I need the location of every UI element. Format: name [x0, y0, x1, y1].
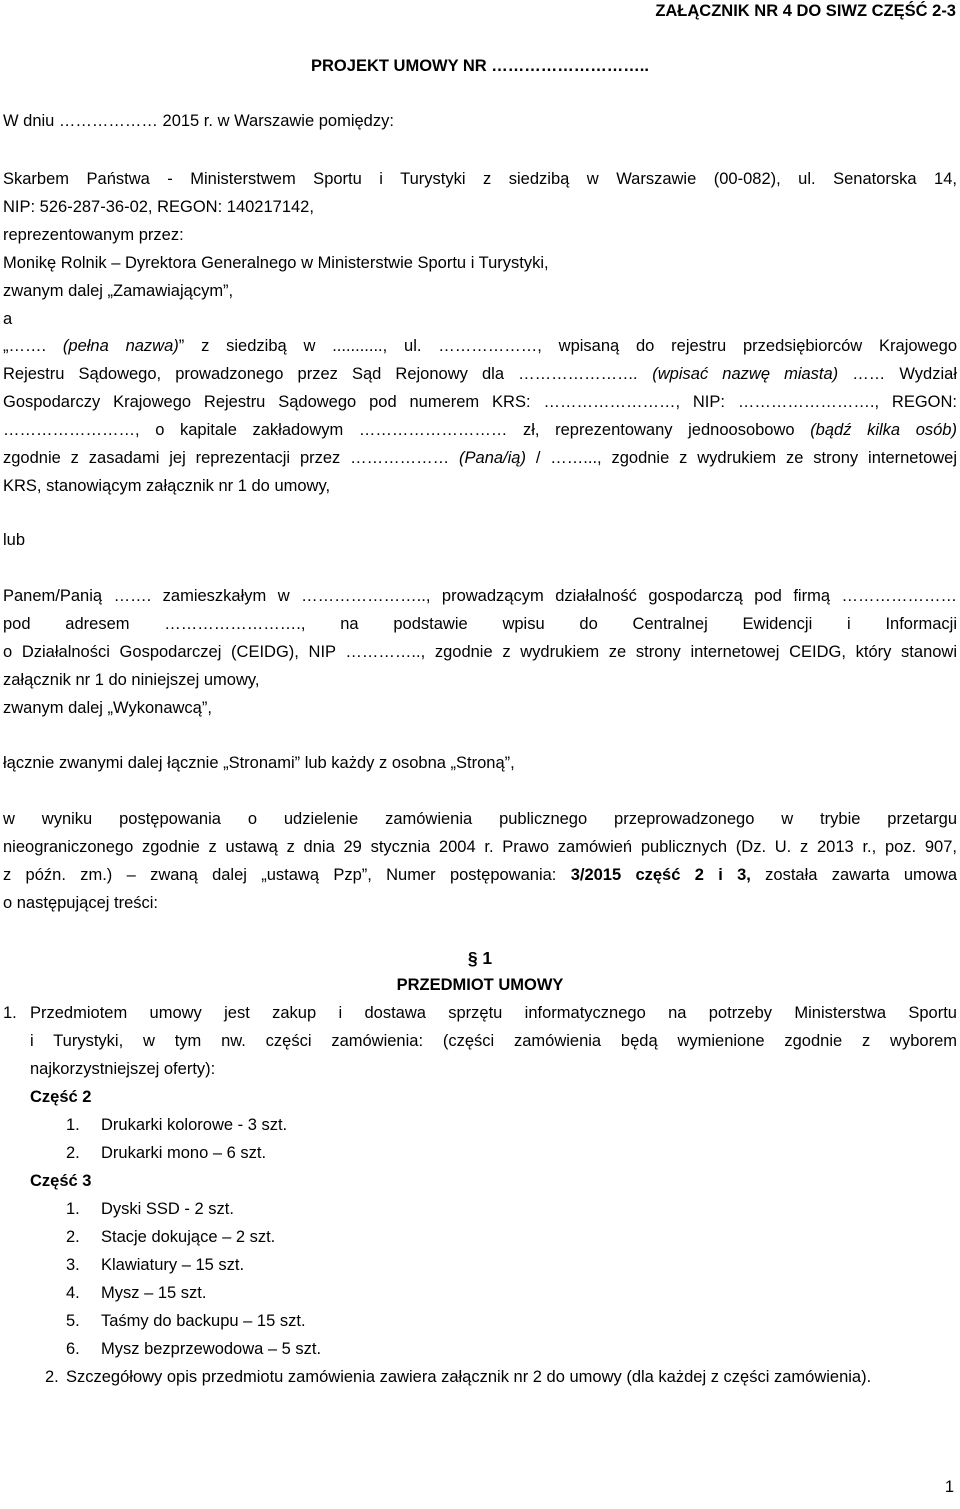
point1-number: 1. [3, 1004, 17, 1022]
procedure-line2: nieograniczonego zgodnie z ustawą z dnia 29 stycznia 2004 r. Prawo zamówień publicznych (Dz. U. z 2013 r., poz. 907, [3, 838, 957, 856]
lub-separator: lub [3, 531, 26, 549]
party2-l4a: ……………………, o kapitale zakładowym ……………………… zł, reprezentowany jednoosobowo [3, 421, 811, 439]
party2-line3: Gospodarczy Krajowego Rejestru Sądowego pod numerem KRS: ……………………, NIP: ……………………., REGON: [3, 393, 957, 411]
part3-item-number: 5. [66, 1312, 80, 1330]
part2-item-number: 1. [66, 1116, 80, 1134]
part2-item: Drukarki kolorowe - 3 szt. [101, 1116, 288, 1134]
part3-item-number: 2. [66, 1228, 80, 1246]
party3-line2: pod adresem ……………………., na podstawie wpisu do Centralnej Ewidencji i Informacji [3, 615, 957, 633]
point1-line1: Przedmiotem umowy jest zakup i dostawa sprzętu informatycznego na potrzeby Ministerstwa Sportu [30, 1004, 957, 1022]
procedure-line3 [3, 866, 957, 885]
party3-line5: zwanym dalej „Wykonawcą”, [3, 699, 212, 717]
party2-line5 [3, 449, 957, 468]
page-number: 1 [944, 1478, 954, 1496]
part2-item-number: 2. [66, 1144, 80, 1162]
procedure-l3c: została zawarta umowa [750, 866, 958, 884]
part3-item: Klawiatury – 15 szt. [101, 1256, 245, 1274]
procedure-line1: w wyniku postępowania o udzielenie zamówienia publicznego przeprowadzonego w trybie przetargu [3, 810, 957, 828]
party1-line4: Monikę Rolnik – Dyrektora Generalnego w Ministerstwie Sportu i Turystyki, [3, 254, 549, 272]
part3-item: Mysz – 15 szt. [101, 1284, 207, 1302]
procedure-line4: o następującej treści: [3, 894, 159, 912]
point2-text: Szczegółowy opis przedmiotu zamówienia zawiera załącznik nr 2 do umowy (dla każdej z części zamówienia). [66, 1368, 872, 1386]
party2-l1a: „……. [3, 337, 47, 355]
party2-l2c: …… Wydział [838, 365, 957, 383]
point1-line2: i Turystyki, w tym nw. części zamówienia: (części zamówienia będą wymienione zgodnie z wyborem [30, 1032, 957, 1050]
part3-item: Stacje dokujące – 2 szt. [101, 1228, 276, 1246]
point2-number: 2. [45, 1368, 59, 1386]
part3-item-number: 6. [66, 1340, 80, 1358]
party1-line3: reprezentowanym przez: [3, 226, 184, 244]
date-line: W dniu ……………… 2015 r. w Warszawie pomiędzy: [3, 112, 394, 130]
section-title: PRZEDMIOT UMOWY [396, 976, 564, 994]
party2-l5a: zgodnie z zasadami jej reprezentacji przez ……………… [3, 449, 460, 467]
point1-line3: najkorzystniejszej oferty): [30, 1060, 216, 1078]
party3-line1: Panem/Panią ……. zamieszkałym w ………………….., prowadzącym działalność gospodarczą pod firmą ………………… [3, 587, 957, 605]
party2-l1c: ” z siedzibą w ..........., ul. ………………, wpisaną do rejestru przedsiębiorców Krajowego [178, 337, 957, 355]
party1-line2: NIP: 526-287-36-02, REGON: 140217142, [3, 198, 314, 216]
section-mark: § 1 [467, 948, 493, 968]
party2-line2 [3, 365, 957, 384]
party2-l1b: (pełna nazwa) [62, 337, 179, 355]
party3-line3: o Działalności Gospodarczej (CEIDG), NIP ………….., zgodnie z wydrukiem ze strony internetowej CEIDG, który stanowi [3, 643, 957, 661]
party1-line1: Skarbem Państwa - Ministerstwem Sportu i Turystyki z siedzibą w Warszawie (00-082), ul. Senatorska 14, [3, 170, 957, 188]
part2-item: Drukarki mono – 6 szt. [101, 1144, 267, 1162]
party2-l2b: . (wpisać nazwę miasta) [633, 365, 839, 383]
attachment-header: ZAŁĄCZNIK NR 4 DO SIWZ CZĘŚĆ 2-3 [655, 2, 956, 20]
part3-item: Dyski SSD - 2 szt. [101, 1200, 234, 1218]
part3-item: Taśmy do backupu – 15 szt. [101, 1312, 306, 1330]
party2-l2a: Rejestru Sądowego, prowadzonego przez Sąd Rejonowy dla ………………… [3, 365, 634, 383]
party2-l4b: (bądź kilka osób) [810, 421, 957, 439]
part3-item-number: 4. [66, 1284, 80, 1302]
party1-line6: a [3, 310, 13, 328]
party1-line5: zwanym dalej „Zamawiającym”, [3, 282, 234, 300]
procedure-l3a: z późn. zm.) – zwaną dalej „ustawą Pzp”, Numer postępowania: [3, 866, 571, 884]
party3-line4: załącznik nr 1 do niniejszej umowy, [3, 671, 260, 689]
procedure-number: 3/2015 część 2 i 3, [570, 866, 751, 884]
contract-title: PROJEKT UMOWY NR ……………………….. [311, 57, 649, 75]
part3-item: Mysz bezprzewodowa – 5 szt. [101, 1340, 322, 1358]
part3-item-number: 1. [66, 1200, 80, 1218]
part2-title: Część 2 [30, 1088, 92, 1106]
party2-line4 [3, 421, 957, 440]
party2-l5b: (Pana/ią) [459, 449, 526, 467]
parties-line: łącznie zwanymi dalej łącznie „Stronami” lub każdy z osobna „Stroną”, [3, 754, 515, 772]
party2-l5c: / ……..., zgodnie z wydrukiem ze strony internetowej [525, 449, 957, 467]
party2-line1 [3, 337, 957, 356]
part3-item-number: 3. [66, 1256, 80, 1274]
party2-line6: KRS, stanowiącym załącznik nr 1 do umowy, [3, 477, 331, 495]
part3-title: Część 3 [30, 1172, 92, 1190]
